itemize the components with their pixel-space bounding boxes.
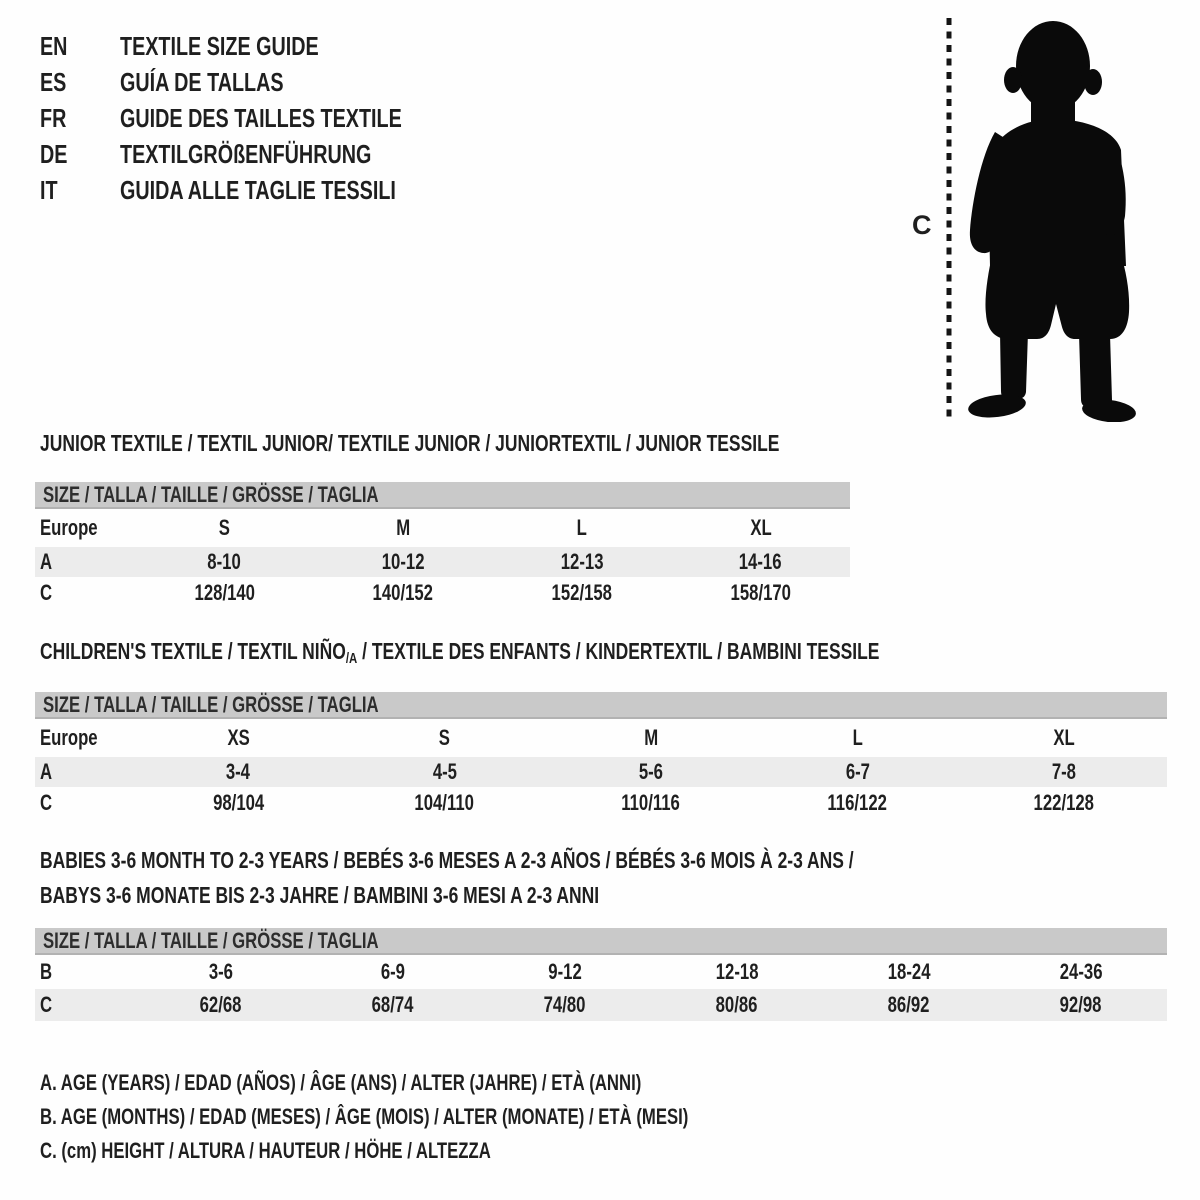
cell-value: 18-24 [887,959,931,984]
legend-line-a: A. AGE (YEARS) / EDAD (AÑOS) / ÂGE (ANS) / ALTER (JAHRE) / ETÀ (ANNI) [40,1070,642,1095]
cell-value: 80/86 [716,992,758,1017]
children-size-table [35,692,1167,819]
cell-value: 116/122 [827,790,888,815]
junior-size-table [35,482,850,609]
cell-value: 68/74 [372,992,414,1017]
cell-value: 74/80 [544,992,586,1017]
language-row-fr [40,100,491,136]
cell-value: 128/140 [194,580,255,605]
toddler-silhouette-icon [963,14,1140,422]
language-code: DE [40,138,68,169]
size-header-text: SIZE / TALLA / TAILLE / GRÖSSE / TAGLIA [43,927,379,953]
legend-line-b: B. AGE (MONTHS) / EDAD (MESES) / ÂGE (MOIS) / ALTER (MONATE) / ETÀ (MESI) [40,1104,689,1129]
cell-value: 152/158 [551,580,613,605]
legend-line-c: C. (cm) HEIGHT / ALTURA / HAUTEUR / HÖHE / ALTEZZA [40,1138,491,1163]
cell-value: L [576,515,587,540]
table-row-height [35,989,1167,1021]
cell-value: 9-12 [548,959,582,984]
table-row-europe [35,509,850,547]
row-label: C [40,790,53,815]
row-label: Europe [40,725,98,750]
size-header-bar [35,928,1167,955]
cell-value: 110/116 [621,790,681,815]
cell-value: 6-7 [845,759,870,784]
size-header-text: SIZE / TALLA / TAILLE / GRÖSSE / TAGLIA [43,691,379,717]
size-header-bar [35,482,850,509]
row-label: C [40,580,53,605]
cell-value: 14-16 [739,549,783,574]
language-label: GUIDA ALLE TAGLIE TESSILI [120,174,396,205]
cell-value: L [852,725,863,750]
cell-value: 104/110 [414,790,475,815]
language-row-es [40,64,491,100]
cell-value: 6-9 [380,959,406,984]
table-row-months [35,955,1167,989]
language-code: FR [40,102,67,133]
cell-value: 86/92 [888,992,930,1017]
table-row-europe [35,719,1167,757]
cell-value: M [396,515,411,540]
table-row-height [35,787,1167,819]
cell-value: 24-36 [1059,959,1103,984]
size-header-text: SIZE / TALLA / TAILLE / GRÖSSE / TAGLIA [43,481,379,507]
cell-value: S [218,515,230,540]
cell-value: 4-5 [432,759,457,784]
language-row-it [40,172,491,208]
junior-section-title: JUNIOR TEXTILE / TEXTIL JUNIOR/ TEXTILE JUNIOR / JUNIORTEXTIL / JUNIOR TESSILE [40,430,780,456]
language-label: TEXTILGRÖßENFÜHRUNG [120,138,372,169]
babies-section-title: BABIES 3-6 MONTH TO 2-3 YEARS / BEBÉS 3-6 MESES A 2-3 AÑOS / BÉBÉS 3-6 MOIS À 2-3 ANS / BABYS 3-6 MONATE BIS 2-3 JAHRE / BAMBINI 3-6 MESI A 2-3 ANNI [40,847,854,908]
language-label: GUÍA DE TALLAS [120,66,284,97]
table-row-height [35,577,850,609]
cell-value: 10-12 [381,549,425,574]
cell-value: 140/152 [372,580,434,605]
children-section-title: CHILDREN'S TEXTILE / TEXTIL NIÑO/A / TEXTILE DES ENFANTS / KINDERTEXTIL / BAMBINI TESSILE [40,638,880,667]
language-code: EN [40,30,68,61]
cell-value: 7-8 [1051,759,1076,784]
cell-value: XL [749,515,772,540]
language-header [40,28,491,208]
babies-size-table [35,928,1167,1021]
row-label: Europe [40,515,98,540]
cell-value: 98/104 [212,790,264,815]
cell-value: 8-10 [207,549,242,574]
table-row-age [35,757,1167,787]
cell-value: 122/128 [1033,790,1095,815]
row-label: A [40,759,53,784]
language-row-en [40,28,491,64]
table-row-age [35,547,850,577]
language-code: IT [40,174,58,205]
language-label: GUIDE DES TAILLES TEXTILE [120,102,402,133]
cell-value: 12-18 [715,959,759,984]
language-row-de [40,136,491,172]
title-subscript: /A [345,650,358,667]
cell-value: 62/68 [200,992,242,1017]
cell-value: XS [227,725,250,750]
cell-value: 5-6 [638,759,664,784]
cell-value: XL [1053,725,1075,750]
height-dashed-line [944,16,954,420]
cell-value: M [644,725,658,750]
row-label: B [40,959,53,984]
row-label: A [40,549,53,574]
cell-value: 158/170 [730,580,791,605]
row-label: C [40,992,53,1017]
language-code: ES [40,66,67,97]
cell-value: 12-13 [560,549,604,574]
cell-value: 92/98 [1060,992,1102,1017]
height-measure-label: C [912,210,932,240]
cell-value: 3-6 [208,959,234,984]
size-header-bar [35,692,1167,719]
cell-value: S [439,725,451,750]
cell-value: 3-4 [226,759,251,784]
language-label: TEXTILE SIZE GUIDE [120,30,319,61]
measure-legend [40,1066,893,1168]
